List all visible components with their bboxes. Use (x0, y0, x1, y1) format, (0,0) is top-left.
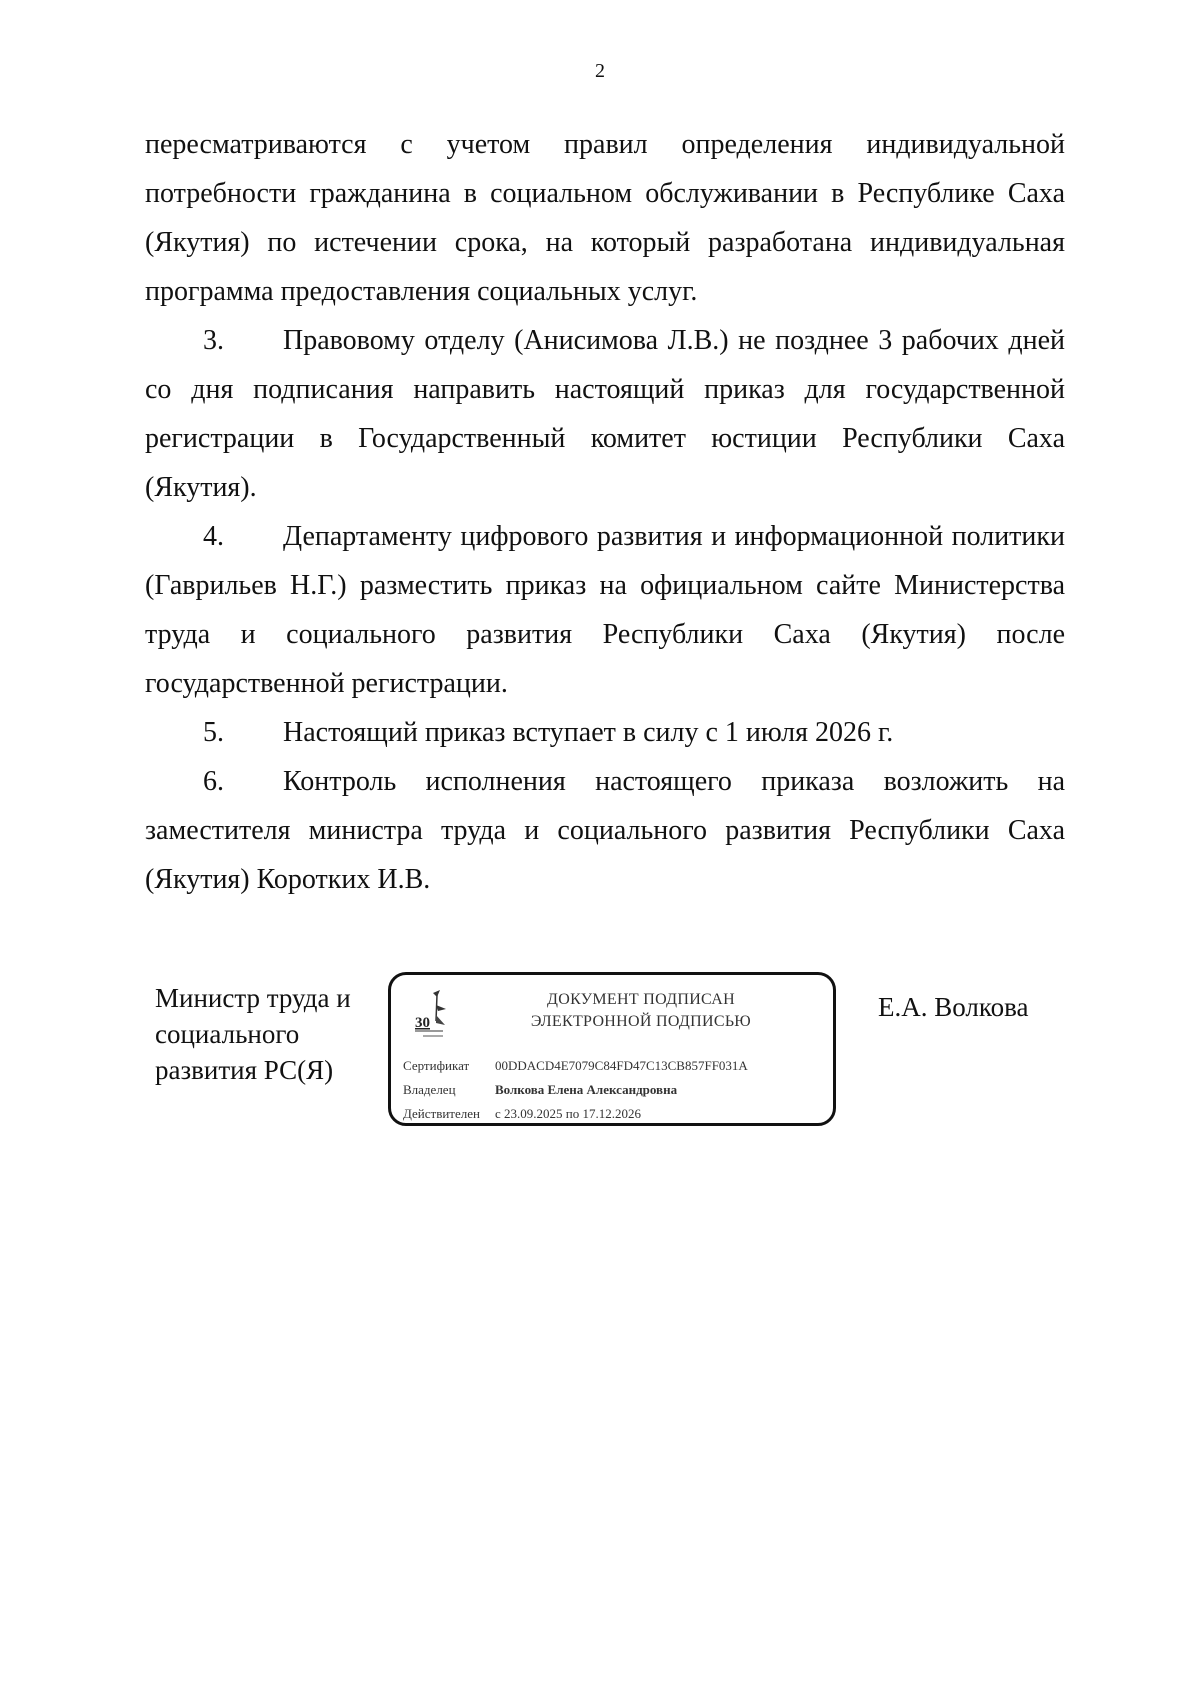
signer-title (155, 980, 385, 1088)
paragraph-text: Контроль исполнения настоящего приказа возложить на заместителя министра труда и социального развития Республики Саха (Якутия) Коротких И.В. (145, 766, 1065, 895)
validity-row (403, 1106, 641, 1122)
signer-title-line: социального (155, 1019, 300, 1049)
paragraph-item-5 (145, 708, 1065, 757)
validity-value: с 23.09.2025 по 17.12.2026 (495, 1106, 641, 1121)
owner-row (403, 1082, 677, 1098)
page-number: 2 (595, 60, 605, 82)
paragraph-text: пересматриваются с учетом правил определения индивидуальной потребности гражданина в социальном обслуживании в Республике Саха (Якутия) по истечении срока, на который разработана индивидуальная программа предоставления социальных услуг. (145, 129, 1065, 307)
stamp-header-line: ДОКУМЕНТ ПОДПИСАН (547, 991, 735, 1008)
emblem-number: 30 (415, 1015, 430, 1031)
item-number: 3. (203, 325, 224, 356)
electronic-signature-stamp (388, 972, 836, 1126)
item-number: 4. (203, 521, 224, 552)
certificate-value: 00DDACD4E7079C84FD47C13CB857FF031A (495, 1058, 748, 1073)
paragraph-text: Департаменту цифрового развития и информационной политики (Гаврильев Н.Г.) разместить приказ на официальном сайте Министерства труда и социального развития Республики Саха (Якутия) после государственной регистрации. (145, 521, 1065, 699)
paragraph-item-3 (145, 316, 1065, 512)
paragraph-item-6 (145, 757, 1065, 904)
paragraph-item-4 (145, 512, 1065, 708)
certificate-row (403, 1058, 748, 1074)
stamp-header (451, 989, 831, 1033)
document-body (145, 120, 1065, 904)
signer-title-line: развития РС(Я) (155, 1055, 334, 1085)
item-number: 5. (203, 717, 224, 748)
paragraph-text: Правовому отделу (Анисимова Л.В.) не позднее 3 рабочих дней со дня подписания направить настоящий приказ для государственной регистрации в Государственный комитет юстиции Республики Саха (Якутия). (145, 325, 1065, 503)
owner-value: Волкова Елена Александровна (495, 1082, 678, 1097)
validity-label: Действителен (403, 1106, 480, 1121)
signer-name: Е.А. Волкова (878, 992, 1029, 1022)
stamp-header-line: ЭЛЕКТРОННОЙ ПОДПИСЬЮ (530, 1013, 752, 1030)
owner-label: Владелец (403, 1082, 456, 1097)
paragraph-continuation (145, 120, 1065, 316)
signer-title-line: Министр труда и (155, 983, 351, 1013)
paragraph-text: Настоящий приказ вступает в силу с 1 июля 2026 г. (283, 717, 894, 748)
item-number: 6. (203, 766, 224, 797)
signature-block (0, 980, 1200, 1130)
certificate-label: Сертификат (403, 1058, 470, 1073)
